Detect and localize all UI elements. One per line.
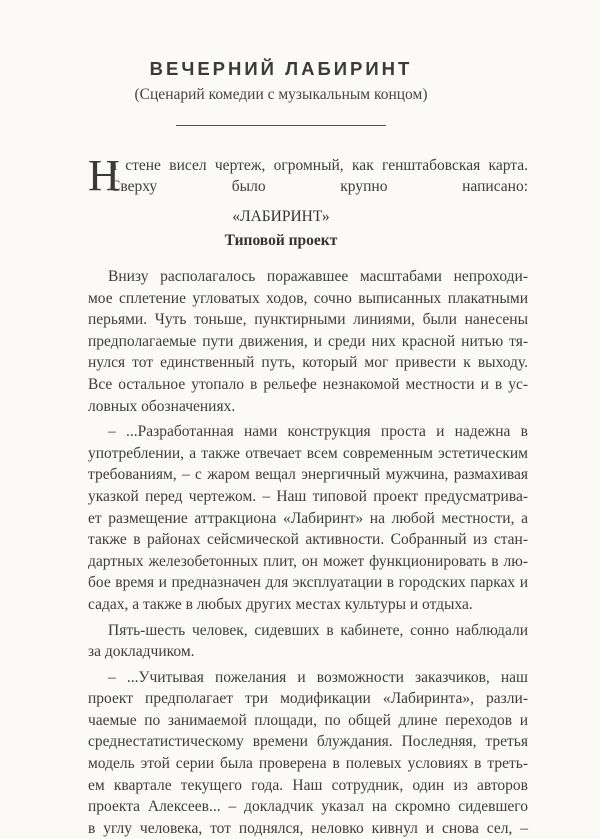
paragraph — [88, 620, 528, 663]
text-line: за докладчиком. — [88, 643, 195, 661]
text-line: предполагаемые пути движения, и среди них красной нитью тя- — [88, 332, 528, 350]
text-line: ловных обозначениях. — [88, 397, 236, 415]
text-line: перьями. Чуть тоньше, пунктирными линиями, были нанесены — [88, 311, 528, 329]
drop-cap: Н — [88, 151, 120, 200]
drawing-heading-title: «ЛАБИРИНТ» — [232, 208, 330, 225]
text-line: садах, а также в любых других местах культуры и отдыха. — [88, 595, 473, 613]
paragraph — [88, 421, 528, 615]
text-line: среднестатистическому времени блуждания. Последняя, третья — [88, 733, 528, 751]
text-line: мое сплетение угловатых ходов, сочно выписанных плакатными — [88, 289, 528, 307]
title-divider — [176, 125, 386, 126]
text-line: проекта Алексеев... – докладчик указал на скромно сидевшего — [88, 798, 528, 816]
text-line: Все остальное утопало в рельефе незнакомой местности и в ус- — [88, 375, 528, 393]
text-line: в углу человека, тот поднялся, неловко кивнул и снова сел, – — [88, 819, 528, 837]
body-text — [88, 266, 528, 839]
paragraph — [88, 667, 528, 839]
paragraph — [88, 266, 528, 417]
text-line: – ...Учитывая пожелания и возможности заказчиков, наш — [108, 668, 528, 686]
text-line: требованиям, – с жаром вещал энергичный мужчина, размахивая — [88, 466, 528, 484]
text-line: дартных железобетонных плит, он может функционировать в лю- — [88, 552, 528, 570]
text-line: указкой перед чертежом. – Наш типовой проект предусматрива- — [88, 487, 528, 505]
text-line: модель этой серии была проверена в полевых условиях в треть- — [88, 755, 528, 773]
text-line: Пять-шесть человек, сидевших в кабинете, сонно наблюдали — [108, 621, 528, 639]
drawing-heading-subtitle: Типовой проект — [224, 232, 338, 249]
text-line: а стене висел чертеж, огромный, как генштабовская карта. — [110, 157, 528, 174]
chapter-subtitle: (Сценарий комедии с музыкальным концом) — [134, 86, 428, 103]
text-line: проект предполагает три модификации «Лабиринта», разли- — [88, 690, 528, 708]
chapter-title: ВЕЧЕРНИЙ ЛАБИРИНТ — [149, 58, 413, 79]
text-line: ет размещение аттракциона «Лабиринт» на любой местности, а — [88, 509, 528, 527]
text-line: бое время и предназначен для эксплуатации в городских парках и — [88, 574, 528, 592]
text-line: чаемые по занимаемой площади, по общей длине переходов и — [88, 711, 528, 729]
text-line: Сверху было крупно написано: — [110, 178, 528, 195]
text-line: Внизу располагалось поражавшее масштабами непроходи- — [108, 268, 528, 285]
opening-paragraph — [88, 151, 528, 200]
text-line: – ...Разработанная нами конструкция проста и надежна в — [108, 423, 528, 441]
text-line: употреблении, а также отвечает всем современным эстетическим — [88, 444, 528, 462]
text-line: также в районах сейсмической активности. Собранный из стан- — [88, 531, 528, 549]
text-line: нулся тот единственный путь, который мог привести к выходу. — [88, 354, 528, 372]
text-line: ем квартале текущего года. Наш сотрудник, один из авторов — [88, 776, 528, 794]
